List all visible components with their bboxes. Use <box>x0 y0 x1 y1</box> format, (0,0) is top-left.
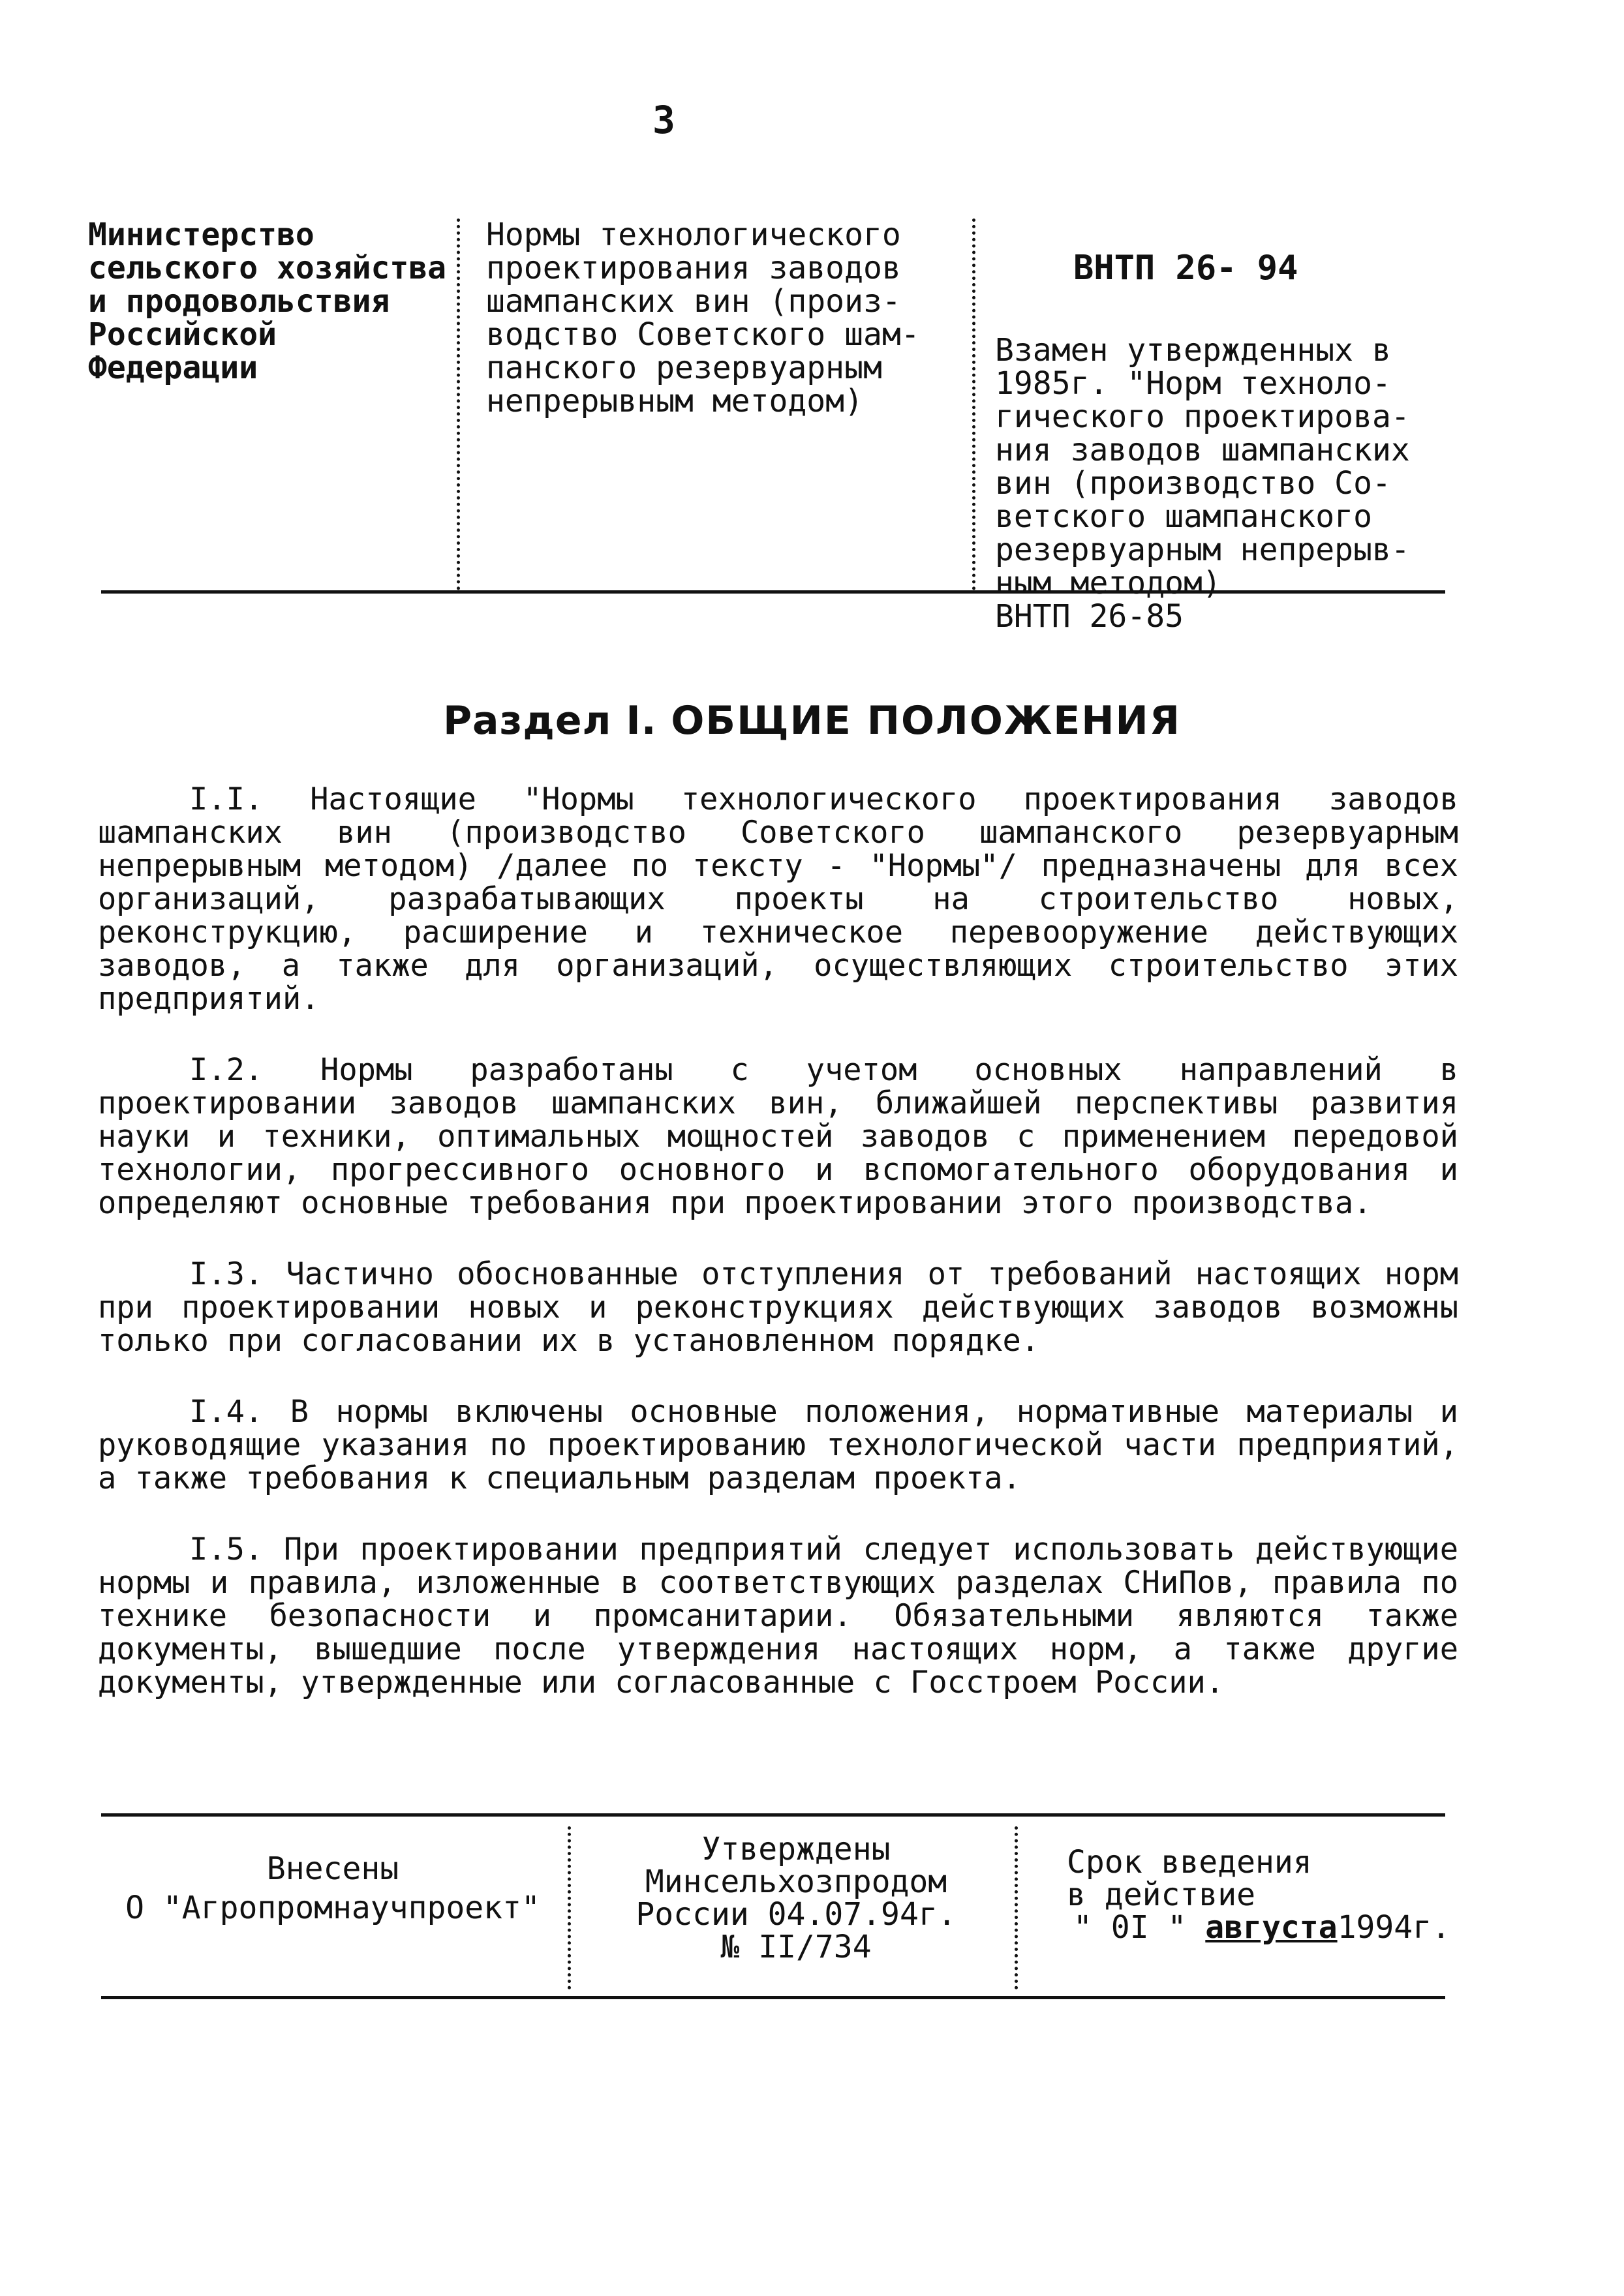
footer-bottom-rule <box>101 1996 1445 1999</box>
header-column-divider <box>972 219 975 590</box>
footer-column-divider <box>1015 1826 1018 1989</box>
effective-date-block <box>1067 1833 1458 1944</box>
submitted-block <box>104 1833 561 1924</box>
document-code-block <box>995 219 1465 667</box>
section-heading <box>0 698 1624 744</box>
submitted-by: О "Агропромнаучпроект" <box>125 1890 540 1926</box>
replaces-note: Взамен утвержденных в 1985г. "Норм техноло- гического проектирова- ния заводов шампанских вин (производство Со- ветского шампанского резервуарным непрерыв- ным методом) ВНТП 26-85 <box>995 332 1410 635</box>
header-column-divider <box>457 219 460 590</box>
paragraph-1-2: I.2. Нормы разработаны с учетом основных направлений в проектировании заводов шампанских вин, ближайшей перспективы развития науки и техники, оптимальных мощностей заводов с применением передовой технологии, прогрессивного основного и вспомогательного оборудования и определяют основные требования при проектировании этого производства. <box>98 1052 1458 1221</box>
issuing-ministry: Министерство сельского хозяйства и продовольствия Российской Федерации <box>88 217 447 386</box>
approved-label: Утверждены <box>701 1831 891 1867</box>
submitted-label: Внесены <box>266 1850 399 1887</box>
effective-month: августа <box>1205 1909 1338 1946</box>
section-name: ОБЩИЕ ПОЛОЖЕНИЯ <box>671 698 1181 744</box>
effective-date <box>1073 1911 1458 1944</box>
paragraph-1-5: I.5. При проектировании предприятий следует использовать действующие нормы и правила, изложенные в соответствующих разделах СНиПов, правила по технике безопасности и промсанитарии. Обязательными являются также документы, вышедшие после утверждения настоящих норм, а также другие документы, утвержденные или согласованные с Госстроем России. <box>98 1532 1458 1700</box>
paragraph-1-4: I.4. В нормы включены основные положения, нормативные материалы и руководящие указания по проектированию технологической части предприятий, а также требования к специальным разделам проекта. <box>98 1394 1458 1496</box>
footer-column-divider <box>568 1826 571 1989</box>
approved-block <box>587 1833 1005 1963</box>
page-number: 3 <box>652 98 675 142</box>
document-title: Нормы технологического проектирования заводов шампанских вин (произ- водство Советского шам- панского резервуарным непрерывным методом) <box>486 217 920 419</box>
footer-top-rule <box>101 1813 1445 1817</box>
section-label: Раздел I. <box>443 698 657 744</box>
header-rule <box>101 590 1445 594</box>
section-body <box>98 783 1458 1737</box>
paragraph-1-3: I.3. Частично обоснованные отступления от требований настоящих норм при проектировании новых и реконструкциях действующих заводов возможны только при согласовании их в установленном порядке. <box>98 1256 1458 1359</box>
approved-by: Минсельхозпродом России 04.07.94г. № II/734 <box>636 1864 957 1965</box>
paragraph-1-1: I.I. Настоящие "Нормы технологического проектирования заводов шампанских вин (производство Советского шампанского резервуарным непрерывным методом) /далее по тексту - "Нормы"/ предназначены для всех организаций, разрабатывающих проекты на строительство новых, реконструкцию, расширение и техническое перевооружение действующих заводов, а также для организаций, осуществляющих строительство этих предприятий. <box>98 781 1458 1017</box>
effective-day: " 0I " <box>1073 1909 1187 1946</box>
effective-label: Срок введения в действие <box>1067 1844 1312 1913</box>
document-code: ВНТП 26- 94 <box>1073 249 1298 288</box>
effective-year: 1994г. <box>1337 1909 1450 1946</box>
